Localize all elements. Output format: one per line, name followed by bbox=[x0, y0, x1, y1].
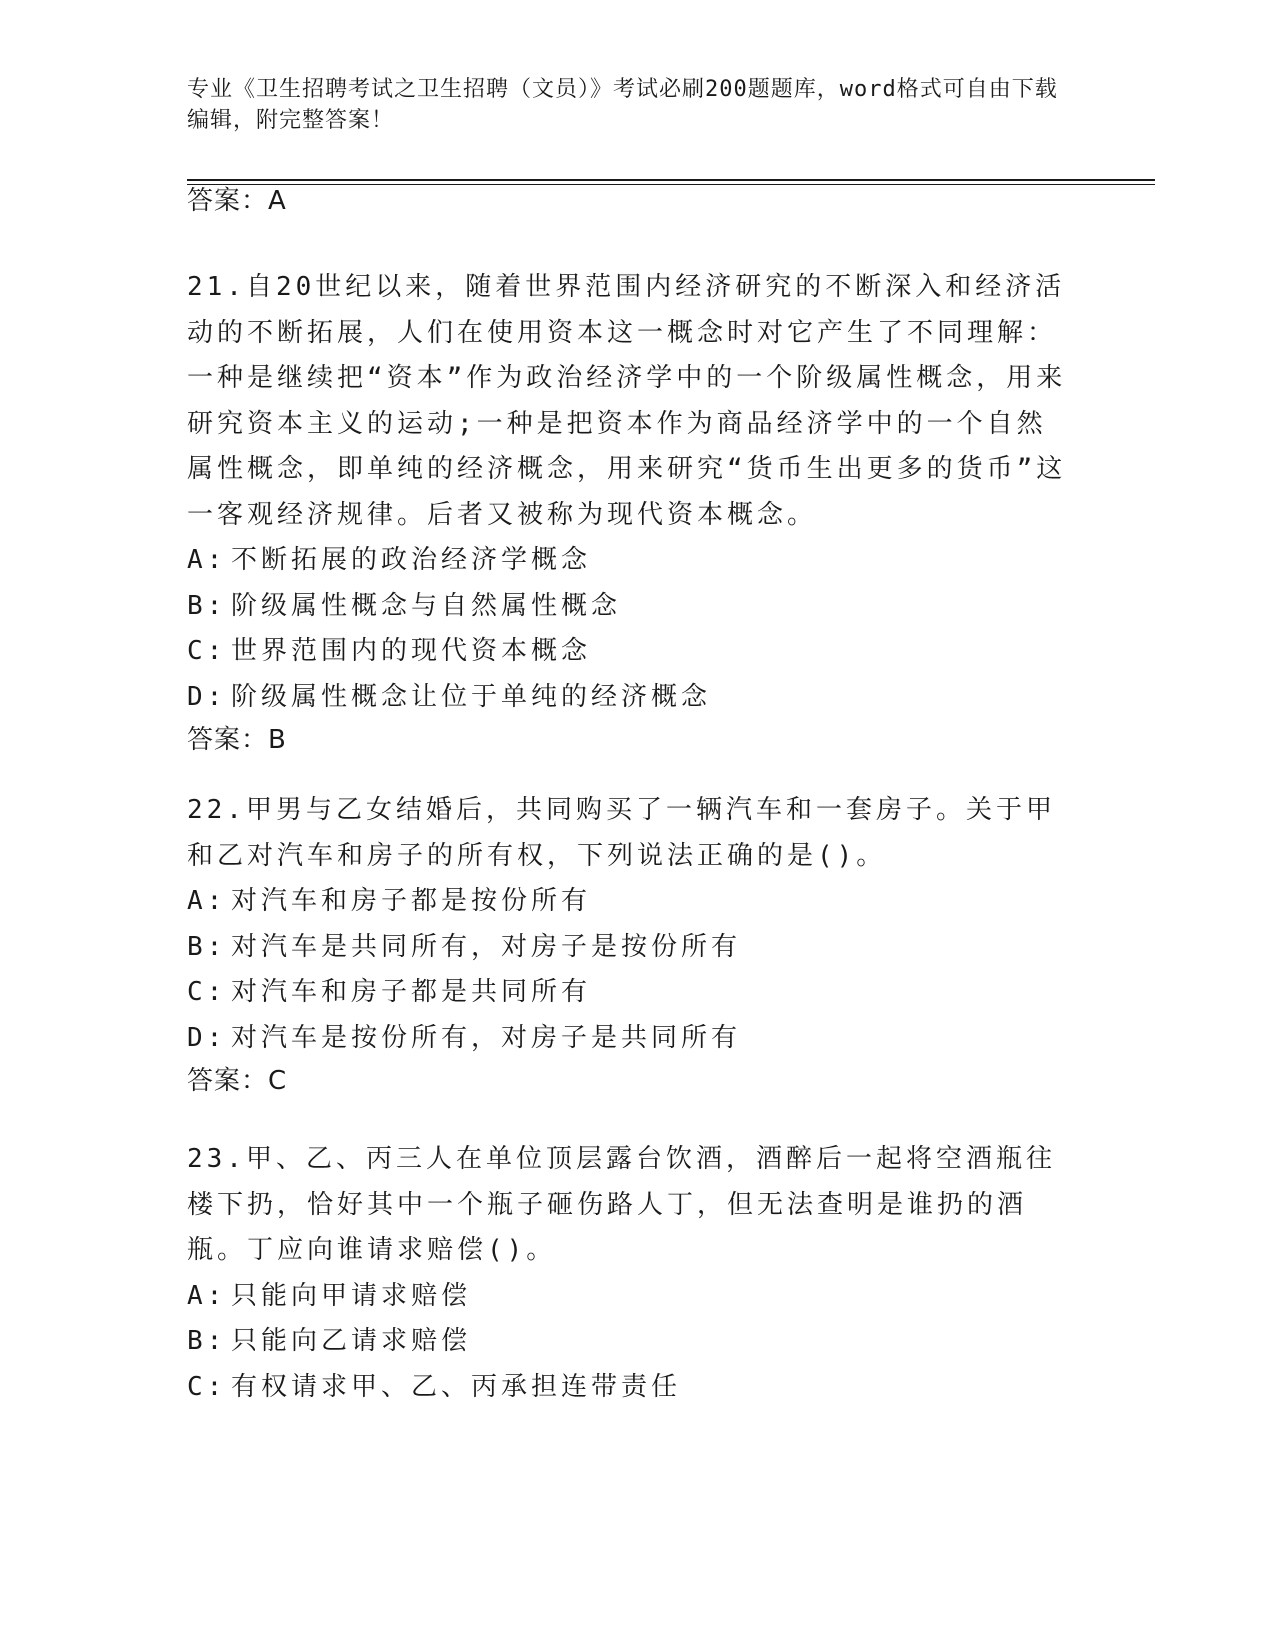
option-key: B: bbox=[187, 931, 227, 962]
option-key: A: bbox=[187, 1280, 227, 1311]
option-text: 对汽车是按份所有，对房子是共同所有 bbox=[231, 1022, 742, 1053]
page-header-text: 专业《卫生招聘考试之卫生招聘（文员）》考试必刷200题题库，word格式可自由下载编辑，附完整答案！ bbox=[187, 77, 1058, 133]
option-b bbox=[187, 1319, 1067, 1365]
option-text: 只能向乙请求赔偿 bbox=[231, 1326, 472, 1356]
question-stem: 23.甲、乙、丙三人在单位顶层露台饮酒，酒醉后一起将空酒瓶往楼下扔，恰好其中一个瓶子砸伤路人丁，但无法查明是谁扔的酒瓶。丁应向谁请求赔偿()。 bbox=[187, 1144, 1056, 1265]
option-a bbox=[187, 538, 1067, 584]
option-text: 世界范围内的现代资本概念 bbox=[231, 636, 592, 666]
option-text: 对汽车和房子都是按份所有 bbox=[231, 886, 592, 916]
option-a bbox=[187, 1274, 1067, 1320]
option-b bbox=[187, 584, 1067, 630]
option-key: D: bbox=[187, 1022, 227, 1053]
option-key: D: bbox=[187, 681, 227, 712]
option-c bbox=[187, 970, 1067, 1016]
option-text: 对汽车和房子都是共同所有 bbox=[231, 977, 592, 1007]
option-c bbox=[187, 1365, 1067, 1411]
option-text: 阶级属性概念与自然属性概念 bbox=[231, 590, 622, 621]
answer-line: 答案：C bbox=[187, 1066, 288, 1096]
option-a bbox=[187, 879, 1067, 925]
option-text: 阶级属性概念让位于单纯的经济概念 bbox=[231, 681, 712, 712]
question-21 bbox=[187, 265, 1067, 760]
option-d bbox=[187, 675, 1067, 721]
option-key: C: bbox=[187, 636, 227, 666]
option-b bbox=[187, 925, 1067, 971]
question-22 bbox=[187, 788, 1067, 1101]
option-text: 只能向甲请求赔偿 bbox=[231, 1280, 472, 1311]
option-key: A: bbox=[187, 545, 227, 575]
answer-line: 答案：A bbox=[187, 186, 287, 216]
question-23 bbox=[187, 1137, 1067, 1410]
question-stem: 21.自20世纪以来，随着世界范围内经济研究的不断深入和经济活动的不断拓展，人们在使用资本这一概念时对它产生了不同理解：一种是继续把“资本”作为政治经济学中的一个阶级属性概念，用来研究资本主义的运动;一种是把资本作为商品经济学中的一个自然属性概念，即单纯的经济概念，用来研究“货币生出更多的货币”这一客观经济规律。后者又被称为现代资本概念。 bbox=[187, 272, 1067, 530]
option-text: 有权请求甲、乙、丙承担连带责任 bbox=[231, 1371, 682, 1402]
option-text: 不断拓展的政治经济学概念 bbox=[231, 545, 592, 575]
option-d bbox=[187, 1016, 1067, 1062]
option-key: C: bbox=[187, 1371, 227, 1402]
option-key: C: bbox=[187, 977, 227, 1007]
option-key: B: bbox=[187, 590, 227, 621]
option-key: B: bbox=[187, 1326, 227, 1356]
answer-line: 答案：B bbox=[187, 725, 287, 755]
option-key: A: bbox=[187, 886, 227, 916]
question-stem: 22.甲男与乙女结婚后，共同购买了一辆汽车和一套房子。关于甲和乙对汽车和房子的所有权，下列说法正确的是()。 bbox=[187, 795, 1056, 871]
option-text: 对汽车是共同所有，对房子是按份所有 bbox=[231, 931, 742, 962]
option-c bbox=[187, 629, 1067, 675]
